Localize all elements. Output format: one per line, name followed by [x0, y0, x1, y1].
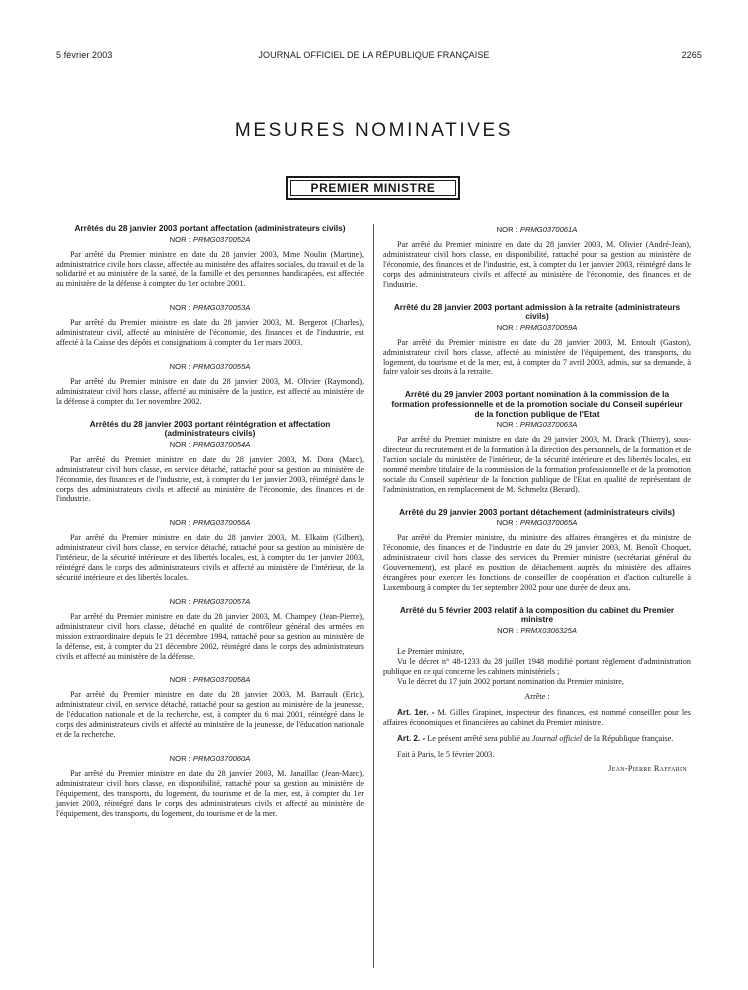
paragraph: Par arrêté du Premier ministre en date du 28 janvier 2003, Mme Noulin (Martine), administratrice civile hors classe, affectée au ministère des affaires sociales, du travail et de la solidarité et au ministère de la santé, de la famille et des personnes handicapées, est affectée au ministère de la défense à compter du 1er octobre 2001.	[56, 249, 364, 289]
signature: Jean-Pierre Raffarin	[608, 763, 687, 773]
heading-affectation: Arrêtés du 28 janvier 2003 portant affectation (administrateurs civils)	[74, 223, 346, 233]
nor-line: NOR : PRMX0306325A	[497, 625, 577, 635]
paragraph: Par arrêté du Premier ministre en date du 28 janvier 2003, M. Dora (Marc), administrateur civil hors classe, en service détaché, rattaché pour sa gestion au ministère de l'économie, des finances et de l'industrie, est, à compter du 1er janvier 2003, réintégré dans le corps des administrateurs civils et affecté au ministère de l'économie, des finances et de l'industrie.	[56, 454, 364, 504]
paragraph: Par arrêté du Premier ministre en date du 28 janvier 2003, M. Olivier (Raymond), administrateur civil hors classe, affecté au ministère de la justice, est affecté au ministère de la défense à compter du 1er novembre 2002.	[56, 376, 364, 406]
nor-line: NOR : PRMG0370052A	[169, 234, 251, 244]
paragraph: Vu le décret n° 48-1233 du 28 juillet 1948 modifié portant règlement d'administration publique en ce qui concerne les cabinets ministériels ;	[383, 656, 691, 676]
nor-line: NOR : PRMG0370059A	[496, 322, 578, 332]
paragraph: Par arrêté du Premier ministre en date du 29 janvier 2003, M. Drack (Thierry), sous-directeur du recrutement et de la formation à la direction des personnels, de la formation et de l'action sociale du ministère de l'intérieur, de la sécurité intérieure et des libertés locales, est nommé membre titulaire de la commission de la formation professionnelle et de la promotion sociale du Conseil supérieur de la fonction publique de l'Etat en qualité de représentant de l'administration, en remplacement de M. Schmeltz (Berard).	[383, 435, 691, 494]
nor-line: NOR : PRMG0370053A	[169, 303, 251, 313]
nor-line: NOR : PRMG0370061A	[496, 225, 578, 234]
arrete-label: Arrête :	[524, 692, 550, 702]
paragraph: Par arrêté du Premier ministre en date du 28 janvier 2003, M. Bergerot (Charles), administrateur civil, affecté au ministère de l'économie, des finances et de l'industrie, est affecté à la Caisse des dépôts et consignations à compter du 1er mars 2003.	[56, 318, 364, 348]
section-title: PREMIER MINISTRE	[290, 180, 456, 196]
paragraph: Par arrêté du Premier ministre en date du 28 janvier 2003, M. Ernoult (Gaston), administrateur civil hors classe, affecté au ministère de l'équipement, des transports, du logement, du tourisme et de la mer, est, à compter du 7 avril 2003, admis, sur sa demande, à faire valoir ses droits à la retraite.	[383, 337, 691, 377]
header-page-number: 2265	[681, 50, 702, 60]
heading-nomination: Arrêté du 29 janvier 2003 portant nomination à la commission de la formation professionnelle et de la promotion sociale du Conseil supérieur de la fonction publique de l'Etat	[391, 389, 683, 419]
paragraph: Par arrêté du Premier ministre en date du 28 janvier 2003, M. Elkaim (Gilbert), administrateur civil hors classe, en service détaché, rattaché pour sa gestion au ministère de l'intérieur, de la sécurité intérieure et des libertés locales, est, à compter du 1er janvier 2003, réintégré dans le corps des administrateurs civils et affecté au ministère de l'intérieur, de la sécurité intérieure et des libertés locales.	[56, 533, 364, 582]
nor-line: NOR : PRMG0370057A	[169, 596, 251, 606]
paragraph: Par arrêté du Premier ministre en date du 28 janvier 2003, M. Barrault (Eric), administrateur civil, en service détaché, rattaché pour sa gestion au ministère de la jeunesse, de l'éducation nationale et de la recherche, est, à compter du 6 mai 2001, réintégré dans le corps des administrateurs civils et affecté au ministère de la jeunesse, de l'éducation nationale et de la recherche.	[56, 690, 364, 740]
paragraph: Par arrêté du Premier ministre en date du 28 janvier 2003, M. Janaillac (Jean-Marc), administrateur civil hors classe, en disponibilité, rattaché pour sa gestion au ministère de l'équipement, des transports, du logement, du tourisme et de la mer, est, à compter du 1er janvier 2003, réintégré dans le corps des administrateurs civils et affecté au ministère de l'équipement, des transports, du logement, du tourisme et de la mer.	[56, 768, 364, 818]
heading-reintegration: Arrêtés du 28 janvier 2003 portant réintégration et affectation (administrateurs civils)	[89, 418, 331, 439]
heading-detachement: Arrêté du 29 janvier 2003 portant détachement (administrateurs civils)	[399, 506, 675, 517]
paragraph: Le Premier ministre,	[397, 646, 465, 656]
paragraph: Par arrêté du Premier ministre, du ministre des affaires étrangères et du ministre de l'économie, des finances et de l'industrie en date du 29 janvier 2003, M. Benoît Choquet, administrateur civil hors classe des services du Premier ministre (secrétariat général du Gouvernement), est placé en position de détachement auprès du ministère des affaires étrangères pour exercer les fonctions de conseiller de coopération et d'action culturelle à Luxembourg à compter du 1er septembre 2002 pour une durée de deux ans.	[383, 533, 691, 592]
page-title: MESURES NOMINATIVES	[234, 120, 514, 141]
done-at: Fait à Paris, le 5 février 2003.	[397, 750, 495, 760]
nor-line: NOR : PRMG0370054A	[169, 439, 251, 449]
nor-line: NOR : PRMG0370058A	[169, 675, 251, 685]
paragraph: Par arrêté du Premier ministre en date du 28 janvier 2003, M. Champey (Jean-Pierre), administrateur civil hors classe, détaché en qualité de contrôleur général des armées en mission extraordinaire depuis le 21 décembre 1994, rattaché pour sa gestion au ministère de la défense, est, à compter du 21 décembre 2002, réintégré dans le corps des administrateurs civils et affecté au ministère de la défense.	[56, 611, 364, 661]
article-1: Art. 1er. - M. Gilles Grapinet, inspecteur des finances, est nommé conseiller pour les affaires économiques et financières au cabinet du Premier ministre.	[383, 708, 691, 728]
nor-line: NOR : PRMG0370056A	[169, 518, 251, 528]
heading-retraite: Arrêté du 28 janvier 2003 portant admission à la retraite (administrateurs civils)	[393, 301, 681, 322]
nor-line: NOR : PRMG0370063A	[496, 420, 578, 430]
column-divider	[373, 224, 374, 968]
nor-line: NOR : PRMG0370060A	[169, 753, 251, 763]
nor-line: NOR : PRMG0370065A	[496, 518, 578, 528]
paragraph: Vu le décret du 17 juin 2002 portant nomination du Premier ministre,	[397, 676, 624, 686]
heading-cabinet: Arrêté du 5 février 2003 relatif à la composition du cabinet du Premier ministre	[399, 604, 675, 625]
left-column	[56, 224, 364, 819]
right-column	[383, 224, 691, 774]
header-journal-title: JOURNAL OFFICIEL DE LA RÉPUBLIQUE FRANÇAISE	[258, 50, 490, 60]
section-box	[286, 176, 460, 200]
article-2: Art. 2. - Le présent arrêté sera publié au Journal officiel de la République française.	[397, 734, 674, 744]
header-date: 5 février 2003	[56, 50, 113, 60]
paragraph: Par arrêté du Premier ministre en date du 28 janvier 2003, M. Olivier (André-Jean), administrateur civil hors classe, en disponibilité, rattaché pour sa gestion au ministère de l'économie, des finances et de l'industrie, est, à compter du 1er janvier 2003, réintégré dans le corps des administrateurs civils et affecté au ministère de l'économie, des finances et de l'industrie.	[383, 240, 691, 289]
nor-line: NOR : PRMG0370055A	[169, 361, 251, 371]
